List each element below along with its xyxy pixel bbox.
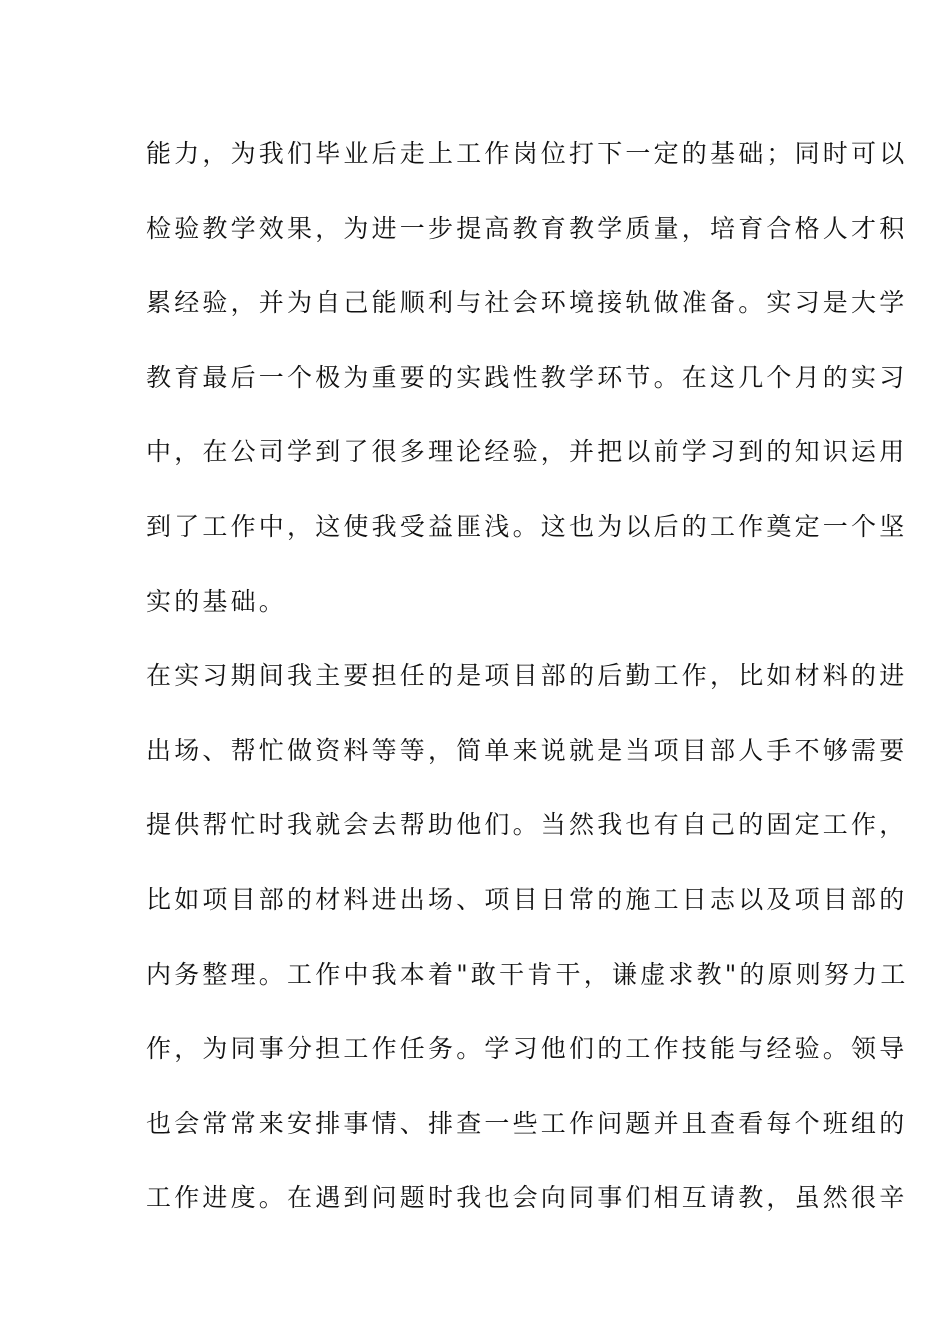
text-line: 实的基础。 (146, 586, 288, 616)
text-line: 中，在公司学到了很多理论经验，并把以前学习到的知识运用 (146, 437, 908, 467)
body-text (146, 131, 909, 1250)
text-line: 作，为同事分担工作任务。学习他们的工作技能与经验。领导 (146, 1034, 908, 1064)
text-line: 检验教学效果，为进一步提高教育教学质量，培育合格人才积 (146, 213, 908, 243)
text-line: 工作进度。在遇到问题时我也会向同事们相互请教，虽然很辛 (146, 1183, 908, 1213)
text-line: 累经验，并为自己能顺利与社会环境接轨做准备。实习是大学 (146, 288, 908, 318)
text-line: 比如项目部的材料进出场、项目日常的施工日志以及项目部的 (146, 884, 908, 914)
text-line: 在实习期间我主要担任的是项目部的后勤工作，比如材料的进 (146, 661, 908, 691)
text-line: 出场、帮忙做资料等等，简单来说就是当项目部人手不够需要 (146, 735, 908, 765)
text-line: 内务整理。工作中我本着"敢干肯干，谦虚求教"的原则努力工 (146, 959, 909, 989)
text-line: 也会常常来安排事情、排查一些工作问题并且查看每个班组的 (146, 1108, 908, 1138)
text-line: 提供帮忙时我就会去帮助他们。当然我也有自己的固定工作， (146, 810, 908, 840)
text-line: 到了工作中，这使我受益匪浅。这也为以后的工作奠定一个坚 (146, 511, 908, 541)
text-line: 能力，为我们毕业后走上工作岗位打下一定的基础；同时可以 (146, 139, 908, 168)
text-line: 教育最后一个极为重要的实践性教学环节。在这几个月的实习 (146, 362, 908, 392)
